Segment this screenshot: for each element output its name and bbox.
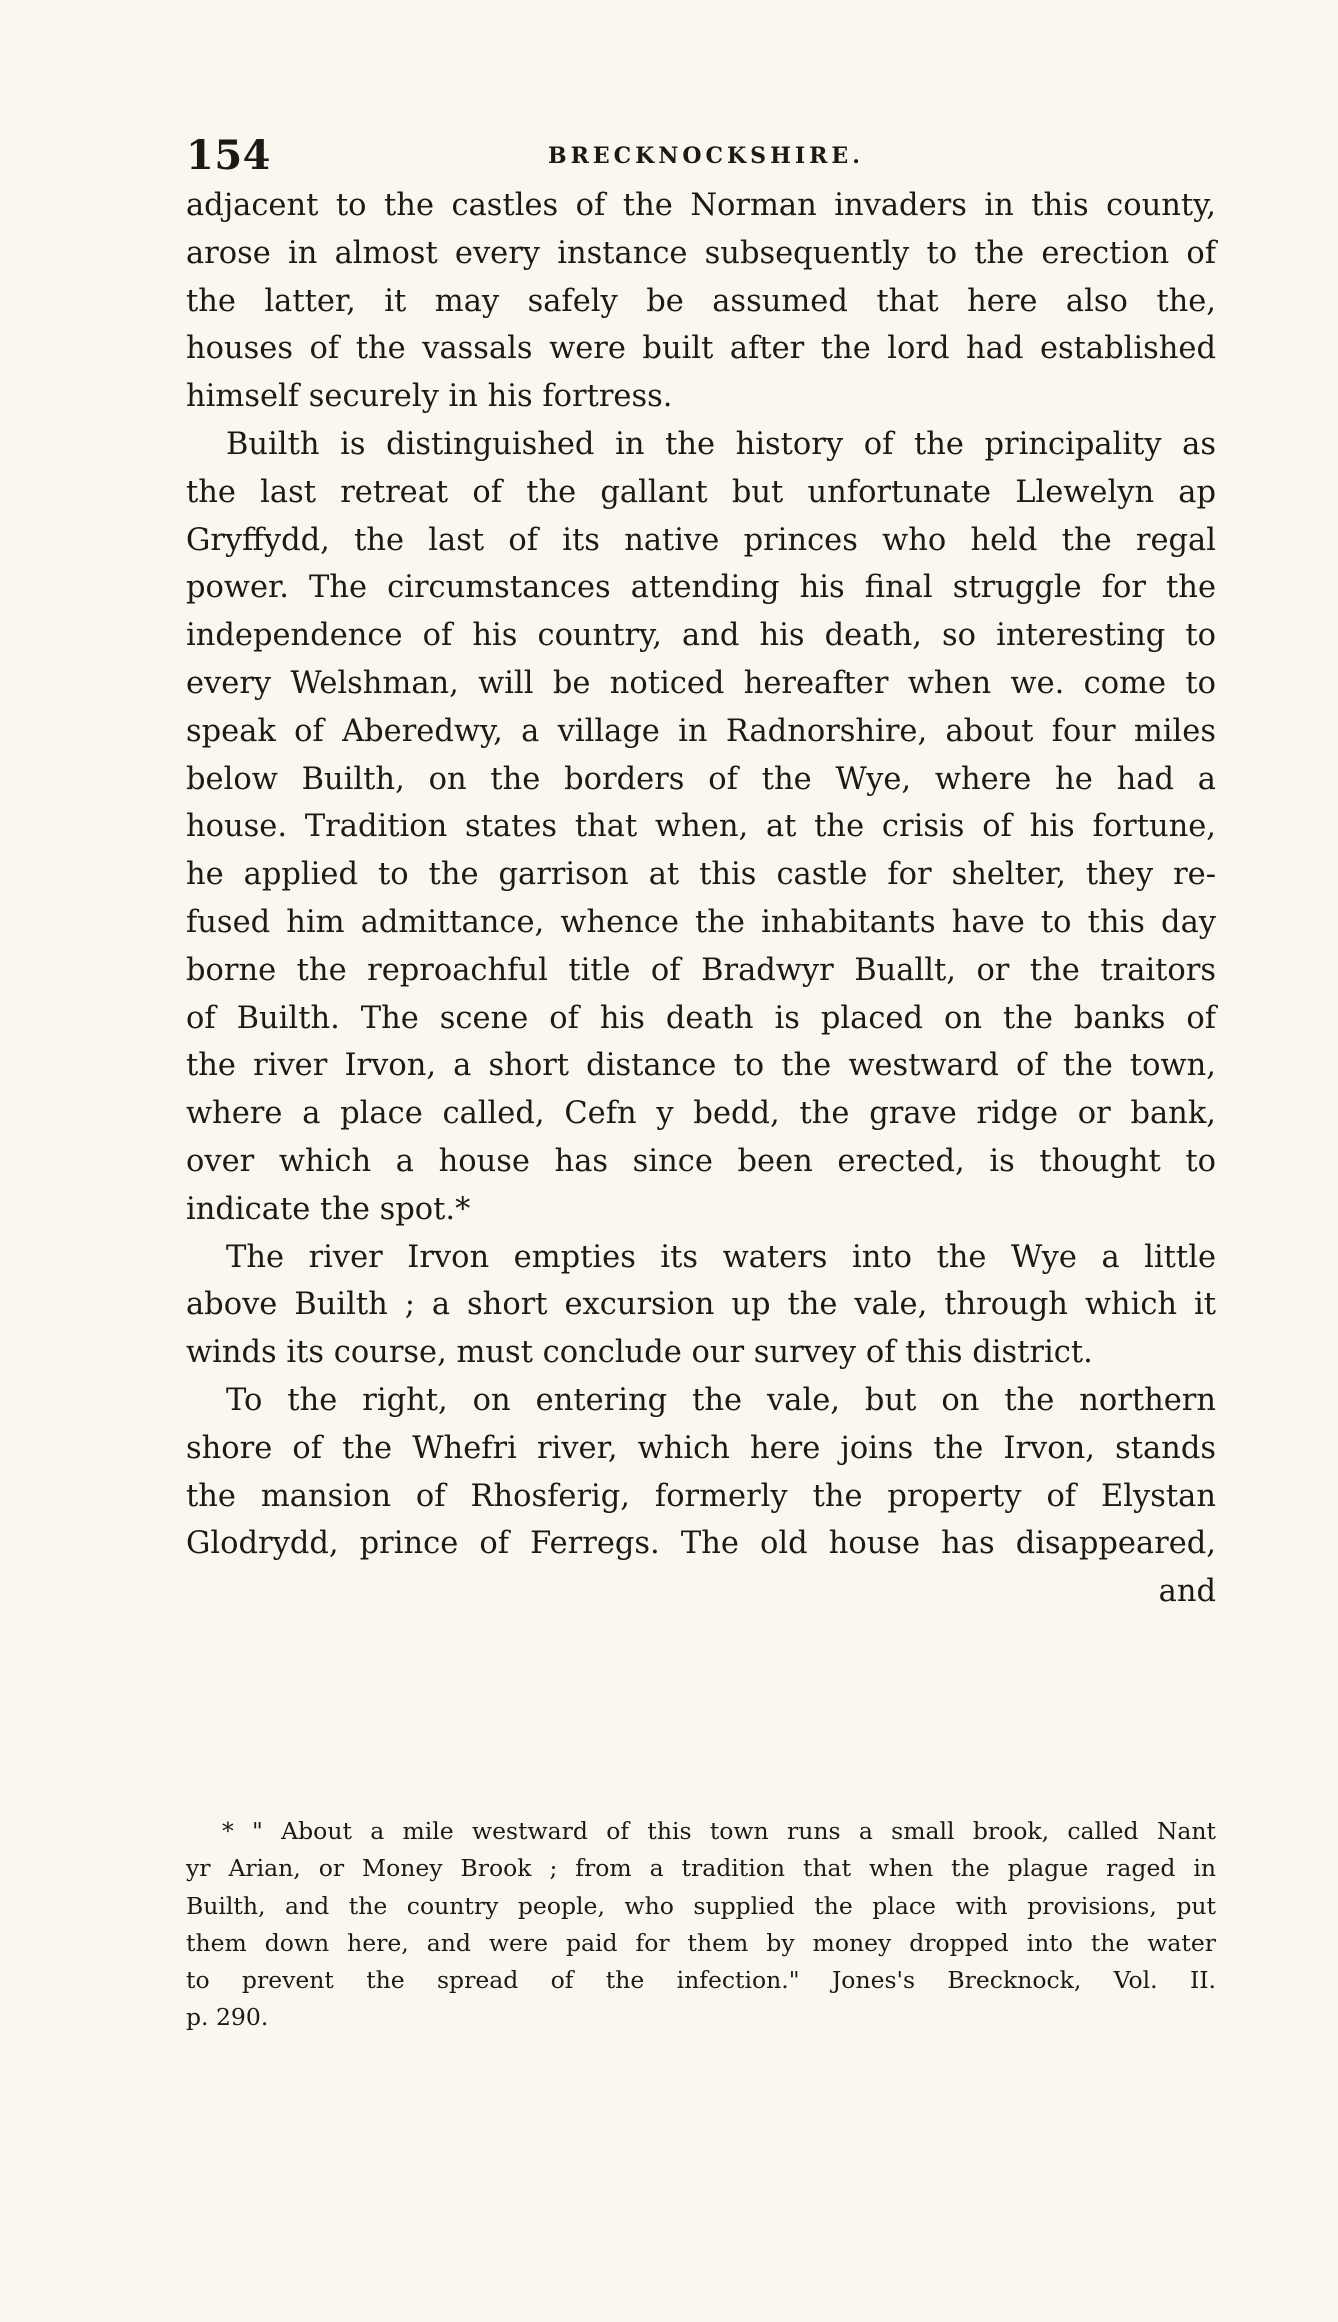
text-line: above Builth ; a short excursion up the vale, through which it [186,1287,1216,1323]
text-line: of Builth. The scene of his death is placed on the banks of [186,1000,1216,1036]
text-line: Builth is distinguished in the history of the principality as [226,426,1216,462]
footnote-line: them down here, and were paid for them by money dropped into the water [186,1928,1216,1957]
footnote-line: Builth, and the country people, who supplied the place with provisions, put [186,1891,1216,1920]
text-line: the latter, it may safely be assumed that here also the, [186,283,1216,319]
text-line: over which a house has since been erected, is thought to [186,1143,1216,1179]
text-line: fused him admittance, whence the inhabitants have to this day [186,904,1216,940]
text-line: the last retreat of the gallant but unfortunate Llewelyn ap [186,474,1216,510]
text-line: indicate the spot.* [186,1191,471,1227]
text-line: The river Irvon empties its waters into the Wye a little [226,1239,1216,1275]
footnote-line: to prevent the spread of the infection." Jones's Brecknock, Vol. II. [186,1966,1216,1995]
body-text [186,182,1216,1616]
text-line: power. The circumstances attending his final struggle for the [186,570,1216,606]
text-line: shore of the Whefri river, which here joins the Irvon, stands [186,1430,1216,1466]
footnote [186,1813,1216,2037]
text-line: where a place called, Cefn y bedd, the grave ridge or bank, [186,1096,1216,1132]
footnote-line: * " About a mile westward of this town runs a small brook, called Nant [222,1817,1216,1845]
text-line: Gryffydd, the last of its native princes who held the regal [186,522,1216,558]
text-line: To the right, on entering the vale, but on the northern [226,1382,1216,1418]
text-line: borne the reproachful title of Bradwyr Buallt, or the traitors [186,952,1216,988]
text-line: the river Irvon, a short distance to the westward of the town, [186,1048,1216,1084]
text-line: arose in almost every instance subsequently to the erection of [186,235,1216,271]
text-line: every Welshman, will be noticed hereafter when we. come to [186,665,1216,701]
text-line: independence of his country, and his death, so interesting to [186,618,1216,654]
text-line: houses of the vassals were built after the lord had established [186,331,1216,367]
page-number: 154 [186,132,271,179]
text-line: the mansion of Rhosferig, formerly the property of Elystan [186,1478,1216,1514]
text-line: speak of Aberedwy, a village in Radnorshire, about four miles [186,713,1216,749]
text-line: below Builth, on the borders of the Wye, where he had a [186,761,1216,797]
text-line: adjacent to the castles of the Norman invaders in this county, [186,188,1216,223]
running-head: BRECKNOCKSHIRE. [548,143,864,169]
text-line: house. Tradition states that when, at the crisis of his fortune, [186,809,1216,845]
footnote-line: p. 290. [186,2003,269,2032]
text-line: he applied to the garrison at this castle for shelter, they re- [186,857,1216,893]
text-line: winds its course, must conclude our survey of this district. [186,1335,1093,1371]
text-line: Glodrydd, prince of Ferregs. The old house has disappeared, [186,1526,1216,1562]
text-line: himself securely in his fortress. [186,379,673,415]
catchword: and [1158,1574,1216,1610]
footnote-line: yr Arian, or Money Brook ; from a tradition that when the plague raged in [186,1854,1216,1883]
